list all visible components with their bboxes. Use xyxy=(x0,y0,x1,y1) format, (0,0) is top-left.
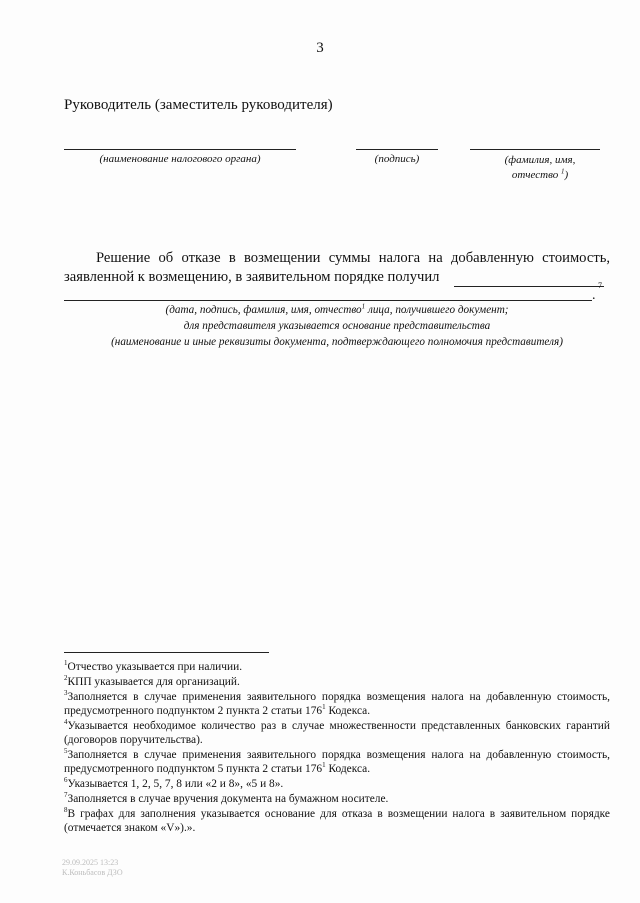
decision-end-punct: . xyxy=(592,288,596,303)
footnote-1: $^1$Отчество указывается при наличии. xyxy=(64,659,243,673)
footnote-7: $^7$Заполняется в случае вручения документа на бумажном носителе. xyxy=(64,791,389,805)
footnotes-list xyxy=(64,660,610,836)
decision-received-statement: Решение об отказе в возмещении суммы налога на добавленную стоимость, заявленной к возмещению, в заявительном порядке получил xyxy=(64,250,610,285)
name-caption-line2: отчество xyxy=(511,169,559,181)
footnote-2: $^2$КПП указывается для организаций. xyxy=(64,674,240,688)
tax-org-line xyxy=(64,149,296,150)
stamp-date: 29.09.2025 13:23 xyxy=(62,858,119,867)
recipient-caption xyxy=(64,302,610,350)
recipient-caption-line1: (дата, подпись, фамилия, имя, отчество$^1$ лица, получившего документ; xyxy=(165,302,509,316)
footnote-5: $^5$Заполняется в случае применения заявительного порядка возмещения налога на добавленную стоимость, предусмотренного подпунктом 5 пункта 2 статьи $176^1$ Кодекса. xyxy=(64,747,610,775)
name-line xyxy=(470,149,600,150)
name-caption-end: ) xyxy=(564,169,569,181)
stamp-signer: К.Коньбасов ДЗО xyxy=(62,868,123,877)
tax-org-caption: (наименование налогового органа) xyxy=(99,153,261,165)
decision-fill-line-1 xyxy=(454,286,604,287)
name-caption-footnote-ref: 1 xyxy=(560,167,565,176)
name-caption xyxy=(470,153,610,183)
footnote-6: $^6$Указывается 1, 2, 5, 7, 8 или «2 и 8», «5 и 8». xyxy=(64,776,284,790)
footnote-3: $^3$Заполняется в случае применения заявительного порядка возмещения налога на добавленную стоимость, предусмотренного подпунктом 2 пункта 2 статьи $176^1$ Кодекса. xyxy=(64,689,610,717)
electronic-stamp xyxy=(62,858,123,878)
signature-caption: (подпись) xyxy=(374,153,420,165)
name-caption-line1: (фамилия, имя, xyxy=(504,154,576,166)
decision-fill-line-2 xyxy=(64,300,592,301)
recipient-caption-line3: (наименование и иные реквизиты документа, подтверждающего полномочия представителя) xyxy=(111,336,563,348)
page-number: 3 xyxy=(316,40,324,56)
footnote-4: $^4$Указывается необходимое количество раз в случае множественности представленных банковских гарантий (договоров поручительства). xyxy=(64,718,610,746)
decision-footnote-ref: 7 xyxy=(598,281,602,290)
recipient-caption-line2: для представителя указывается основание представительства xyxy=(183,320,491,332)
signature-line xyxy=(356,149,438,150)
recipient-caption-footnote-ref: 1 xyxy=(361,302,366,311)
footnote-separator xyxy=(64,652,269,653)
signatory-role: Руководитель (заместитель руководителя) xyxy=(64,97,333,113)
footnote-8: $^8$В графах для заполнения указывается основание для отказа в возмещении налога в заявительном порядке (отмечается знаком «V»).». xyxy=(64,806,610,834)
